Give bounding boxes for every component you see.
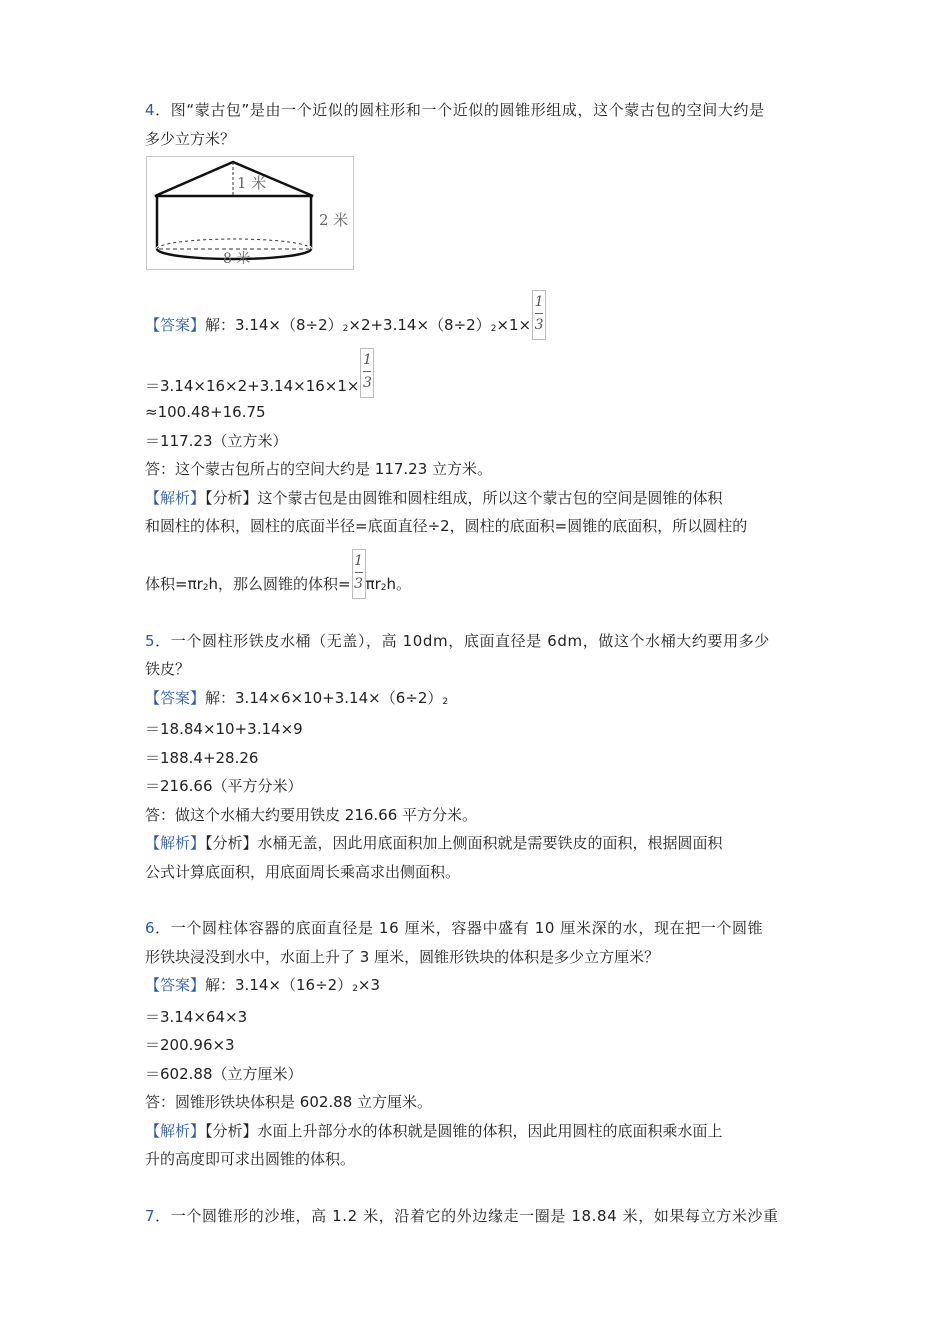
explanation-line (145, 1117, 810, 1146)
exponent: 2 (380, 582, 387, 593)
yurt-diagram (147, 157, 353, 269)
document-body (145, 96, 810, 1230)
question-text: ．一个圆柱体容器的底面直径是 16 厘米，容器中盛有 10 厘米深的水，现在把一个圆锥 (155, 919, 764, 937)
yurt-figure (146, 156, 354, 270)
question-5 (145, 627, 810, 656)
fraction-denominator: 3 (354, 575, 364, 592)
question-text: ．图“蒙古包”是由一个近似的圆柱形和一个近似的圆锥形组成，这个蒙古包的空间大约是 (155, 101, 765, 119)
fenxi-tag: 【分析】 (205, 488, 258, 507)
question-text: ．一个圆柱形铁皮水桶（无盖），高 10dm，底面直径是 6dm，做这个水桶大约要用多少 (155, 631, 770, 650)
height-cone-label: 1 米 (237, 174, 267, 192)
answer-text: ＝3.14×16×2+3.14×16×1× (145, 377, 360, 395)
diameter-label: 8 米 (223, 251, 251, 267)
fraction-denominator: 3 (534, 317, 544, 333)
answer-text: 解：3.14×（16÷2） (205, 976, 353, 994)
jiexi-tag: 【解析】 (145, 488, 206, 507)
answer-line (145, 971, 810, 1003)
jiexi-tag: 【解析】 (145, 834, 206, 852)
question-6 (145, 914, 810, 943)
fraction-denominator: 3 (363, 375, 372, 391)
question-4 (145, 96, 810, 125)
explanation-line: 升的高度即可求出圆锥的体积。 (145, 1150, 356, 1168)
question-7 (145, 1202, 810, 1231)
answer-line: ＝602.88（立方厘米） (145, 1064, 303, 1083)
fraction-one-third (532, 290, 546, 340)
question-number: 6 (145, 919, 156, 937)
exponent: 2 (342, 324, 349, 334)
explanation-text: 水桶无盖，因此用底面积加上侧面积就是需要铁皮的面积，根据圆面积 (257, 834, 723, 852)
answer-tag: 【答案】 (145, 688, 206, 707)
answer-text: ×2+3.14×（8÷2） (348, 316, 491, 334)
height-cylinder-label: 2 米 (319, 211, 349, 229)
question-text: 多少立方米？ (145, 129, 236, 148)
explanation-text: 体积=πr (145, 574, 203, 593)
answer-line (145, 340, 810, 398)
explanation-line: 和圆柱的体积，圆柱的底面半径=底面直径÷2，圆柱的底面积=圆锥的底面积，所以圆柱的 (145, 517, 748, 535)
fenxi-tag: 【分析】 (205, 1121, 258, 1140)
explanation-line (145, 484, 810, 513)
answer-line: ＝117.23（立方米） (145, 431, 288, 450)
answer-conclusion: 答：做这个水桶大约要用铁皮 216.66 平方分米。 (145, 805, 478, 824)
fraction-one-third (360, 348, 374, 398)
answer-conclusion: 答：这个蒙古包所占的空间大约是 117.23 立方米。 (145, 460, 493, 478)
question-text: 铁皮？ (145, 660, 191, 678)
question-text: 形铁块浸没到水中，水面上升了 3 厘米，圆锥形铁块的体积是多少立方厘米？ (145, 947, 660, 966)
answer-tag: 【答案】 (145, 316, 206, 334)
answer-line (145, 282, 810, 340)
explanation-text: 这个蒙古包是由圆锥和圆柱组成，所以这个蒙古包的空间是圆锥的体积 (257, 488, 723, 507)
answer-line: ＝3.14×64×3 (145, 1007, 248, 1026)
exponent: 2 (202, 582, 209, 593)
answer-text: ×1× (496, 316, 532, 334)
answer-line: ＝188.4+28.26 (145, 748, 259, 767)
exponent: 2 (352, 984, 358, 994)
question-number: 5 (145, 631, 156, 650)
fenxi-tag: 【分析】 (205, 834, 258, 852)
answer-text: 解：3.14×（8÷2） (205, 316, 343, 334)
answer-line: ≈100.48+16.75 (145, 403, 266, 421)
explanation-line: 公式计算底面积，用底面周长乘高求出侧面积。 (145, 862, 461, 881)
explanation-text: h。 (386, 574, 412, 593)
answer-line: ＝200.96×3 (145, 1036, 235, 1054)
explanation-text: h，那么圆锥的体积= (208, 574, 351, 593)
explanation-line (145, 541, 810, 599)
explanation-text: 水面上升部分水的体积就是圆锥的体积，因此用圆柱的底面积乘水面上 (257, 1121, 723, 1140)
answer-line: ＝216.66（平方分米） (145, 777, 303, 795)
fraction-numerator: 1 (534, 294, 544, 310)
answer-tag: 【答案】 (145, 976, 206, 994)
answer-line: ＝18.84×10+3.14×9 (145, 720, 303, 738)
question-text: ．一个圆锥形的沙堆，高 1.2 米，沿着它的外边缘走一圈是 18.84 米，如果每立方米沙重 (155, 1206, 779, 1225)
answer-conclusion: 答：圆锥形铁块体积是 602.88 立方厘米。 (145, 1093, 433, 1111)
exponent: 2 (490, 324, 497, 334)
jiexi-tag: 【解析】 (145, 1121, 206, 1140)
question-number: 7 (145, 1206, 156, 1225)
answer-text: ×3 (357, 976, 381, 994)
fraction-one-third (352, 549, 366, 599)
answer-line (145, 684, 810, 716)
explanation-line (145, 829, 810, 858)
answer-text: 解：3.14×6×10+3.14×（6÷2） (205, 688, 443, 707)
explanation-text: πr (365, 574, 381, 593)
fraction-numerator: 1 (363, 352, 372, 368)
fraction-numerator: 1 (354, 552, 364, 569)
exponent: 2 (442, 696, 449, 707)
question-number: 4 (145, 101, 156, 119)
